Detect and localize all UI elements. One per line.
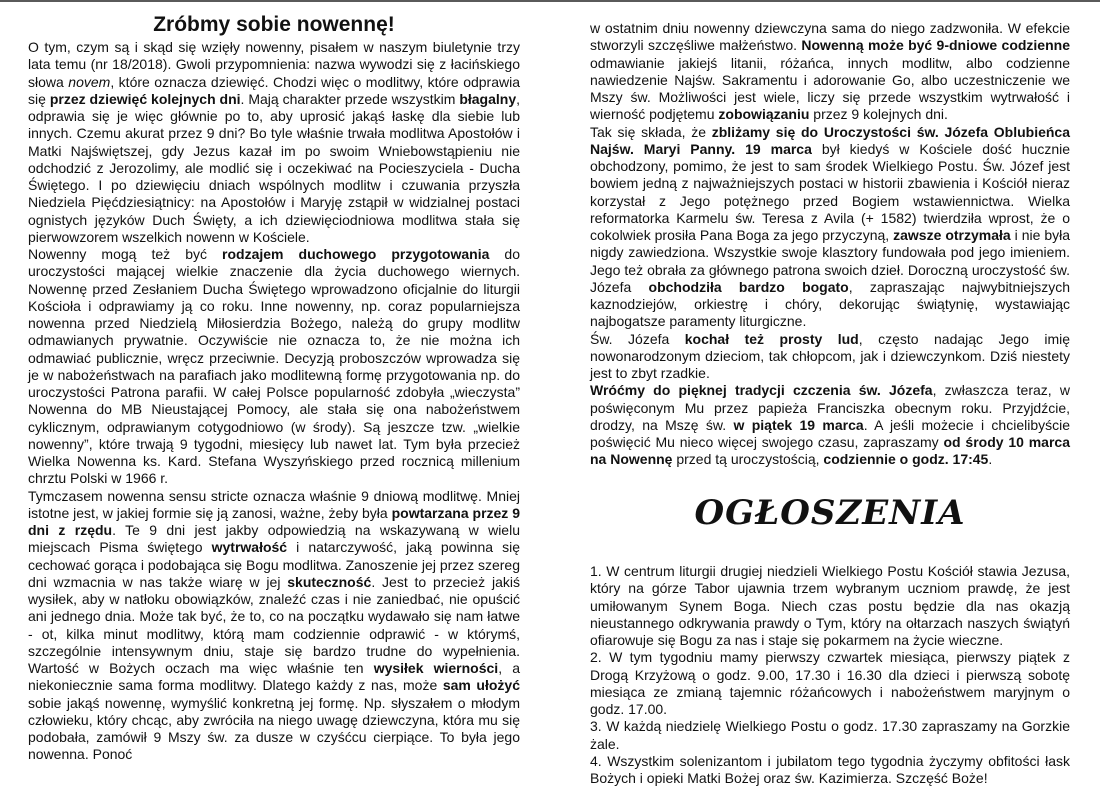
announcement-item: 4. Wszystkim solenizantom i jubilatom tego tygodnia życzymy obfitości łask Bożych i opieki Matki Bożej oraz św. Kazimierza. Szczęść Boże!	[590, 752, 1070, 786]
article-paragraph: O tym, czym są i skąd się wzięły nowenny, pisałem w naszym biuletynie trzy lata temu (nr 18/2018). Gwoli przypomnienia: nazwa wywodzi się z łacińskiego słowa novem, które oznacza dziewięć. Chodzi więc o modlitwy, które odprawia się przez dziewięć kolejnych dni. Mają charakter przede wszystkim błagalny, odprawia się je więc głównie po to, aby uprosić jakąś łaskę dla siebie lub innych. Czemu akurat przez 9 dni? Bo tyle właśnie trwała modlitwa Apostołów i Matki Najświętszej, gdy Jezus kazał im po swoim Wniebowstąpieniu nie odchodzić z Jerozolimy, ale modlić się i oczekiwać na Pocieszyciela - Ducha Świętego. I po dziewięciu dniach wspólnych modlitw i czuwania przyszła Niedziela Pięćdziesiątnicy: na Apostołów i Maryję zstąpił w widzialnej postaci ognistych języków Duch Święty, a ich dziewięciodniowa modlitwa stała się pierwowzorem wszelkich nowenn w Kościele.	[28, 39, 521, 245]
announcements-title: OGŁOSZENIA	[694, 492, 966, 533]
article-column-right	[590, 20, 1070, 533]
announcements-list	[590, 563, 1070, 787]
article-column-left	[28, 12, 520, 764]
article-paragraph: Nowenny mogą też być rodzajem duchowego przygotowania do uroczystości mającej wielkie znaczenie dla życia duchowego wiernych. Nowennę przed Zesłaniem Ducha Świętego wprowadzono oficjalnie do liturgii Kościoła i odprawiamy ją co roku. Inne nowenny, np. coraz popularniejsza nowenna przed Niedzielą Miłosierdzia Bożego, należą do grupy modlitw odmawianych prywatnie. Oczywiście nie oznacza to, że nie można ich odmawiać publicznie, wręcz przeciwnie. Decyzją proboszczów wprowadza się je w nabożeństwach na parafiach jako modlitewną formę przygotowania np. do uroczystości Patrona parafii. W całej Polsce popularność zdobyła „wieczysta” Nowenna do MB Nieustającej Pomocy, ale stała się ona nabożeństwem cyklicznym, odprawianym cotygodniowo (w środy). Są jeszcze tzw. „wielkie nowenny”, które trwają 9 tygodni, miesięcy lub nawet lat. Tym była przecież Wielka Nowenna ks. Kard. Stefana Wyszyńskiego przed rocznicą millenium chrztu Polski w 1966 r.	[28, 246, 520, 487]
article-paragraph: Wróćmy do pięknej tradycji czczenia św. Józefa, zwłaszcza teraz, w poświęconym Mu przez papieża Franciszka obecnym roku. Przyjdźcie, drodzy, na Mszę św. w piątek 19 marca. A jeśli możecie i chcielibyście poświęcić Mu nieco więcej swojego czasu, zapraszamy od środy 10 marca na Nowennę przed tą uroczystością, codziennie o godz. 17:45.	[590, 382, 1071, 468]
article-paragraph: w ostatnim dniu nowenny dziewczyna sama do niego zadzwoniła. W efekcie stworzyli szczęśliwe małżeństwo. Nowenną może być 9-dniowe codzienne odmawianie jakiejś litanii, różańca, innych modlitw, albo codzienne nawiedzenie Najśw. Sakramentu i adorowanie Go, albo uczestniczenie we Mszy św. Możliwości jest wiele, liczy się przede wszystkim wytrwałość i wierność podjętemu zobowiązaniu przez 9 kolejnych dni.	[590, 20, 1070, 123]
article-title: Zróbmy sobie nowennę!	[153, 13, 395, 36]
article-paragraph: Tak się składa, że zbliżamy się do Uroczystości św. Józefa Oblubieńca Najśw. Maryi Panny. 19 marca był kiedyś w Kościele dość hucznie obchodzony, pomimo, że jest to sam środek Wielkiego Postu. Św. Józef jest bowiem jedną z najważniejszych postaci w historii zbawienia i Kościół nieraz korzystał z Jego potężnego przed Bogiem wstawiennictwa. Wielka reformatorka Karmelu św. Teresa z Avila (+ 1582) twierdziła wprost, że o cokolwiek prosiła Pana Boga za jego przyczyną, zawsze otrzymała i nie była nigdy zawiedziona. Wszystkie swoje klasztory fundowała pod jego imieniem. Jego też obrała za głównego patrona swoich dzieł. Doroczną uroczystość św. Józefa obchodziła bardzo bogato, zapraszając najwybitniejszych kaznodziejów, orkiestrę i chóry, dekorując świątynię, wystawiając najbogatsze paramenty liturgiczne.	[590, 123, 1071, 330]
article-body-right	[590, 20, 1070, 469]
announcement-item: 2. W tym tygodniu mamy pierwszy czwartek miesiąca, pierwszy piątek z Drogą Krzyżową o godz. 9.00, 17.30 i 16.30 dla dzieci i pierwszą sobotę miesiąca ze zmianą tajemnic różańcowych i nabożeństwem maryjnym o godz. 17.00.	[590, 649, 1070, 717]
announcement-item: 3. W każdą niedzielę Wielkiego Postu o godz. 17.30 zapraszamy na Gorzkie żale.	[590, 718, 1070, 752]
page-top-border	[0, 0, 1100, 2]
article-body-left	[28, 39, 520, 764]
article-paragraph: Tymczasem nowenna sensu stricte oznacza właśnie 9 dniową modlitwę. Mniej istotne jest, w jakiej formie się ją zanosi, ważne, żeby była powtarzana przez 9 dni z rzędu. Te 9 dni jest jakby odpowiedzią na wskazywaną w wielu miejscach Pisma świętego wytrwałość i natarczywość, jaką powinna się cechować gorąca i podobająca się Bogu modlitwa. Zanoszenie jej przez szereg dni wzmacnia w nas także wiarę w jej skuteczność. Jest to przecież jakiś wysiłek, aby w natłoku obowiązków, znaleźć czas i nie zaniedbać, nie opuścić ani jednego dnia. Może tak być, że to, co na początku wydawało się nam łatwe - ot, kilka minut modlitwy, którą mam codziennie odprawić - w którymś, szczególnie intensywnym dniu, staje się bardzo trudne do wypełnienia. Wartość w Bożych oczach ma więc właśnie ten wysiłek wierności, a niekoniecznie sama forma modlitwy. Dlatego każdy z nas, może sam ułożyć sobie jakąś nowennę, wymyślić konkretną jej formę. Np. słyszałem o młodym człowieku, który chcąc, aby zwróciła na niego uwagę dziewczyna, która mu się podobała, zamówił 9 Mszy św. za dusze w czyśćcu cierpiące. To była jego nowenna. Ponoć	[28, 487, 520, 763]
announcement-item: 1. W centrum liturgii drugiej niedzieli Wielkiego Postu Kościół stawia Jezusa, który na górze Tabor ujawnia trzem wybranym uczniom prawdę, że jest umiłowanym Synem Boga. Niech czas postu będzie dla nas okazją nieustannego odkrywania prawdy o Tym, który na ołtarzach naszych świątyń ofiarowuje się Bogu za nas i staje się pokarmem na życie wieczne.	[590, 563, 1070, 648]
article-paragraph: Św. Józefa kochał też prosty lud, często nadając Jego imię nowonarodzonym dzieciom, tak chłopcom, jak i dziewczynkom. Dziś niestety jest to zbyt rzadkie.	[590, 330, 1071, 381]
